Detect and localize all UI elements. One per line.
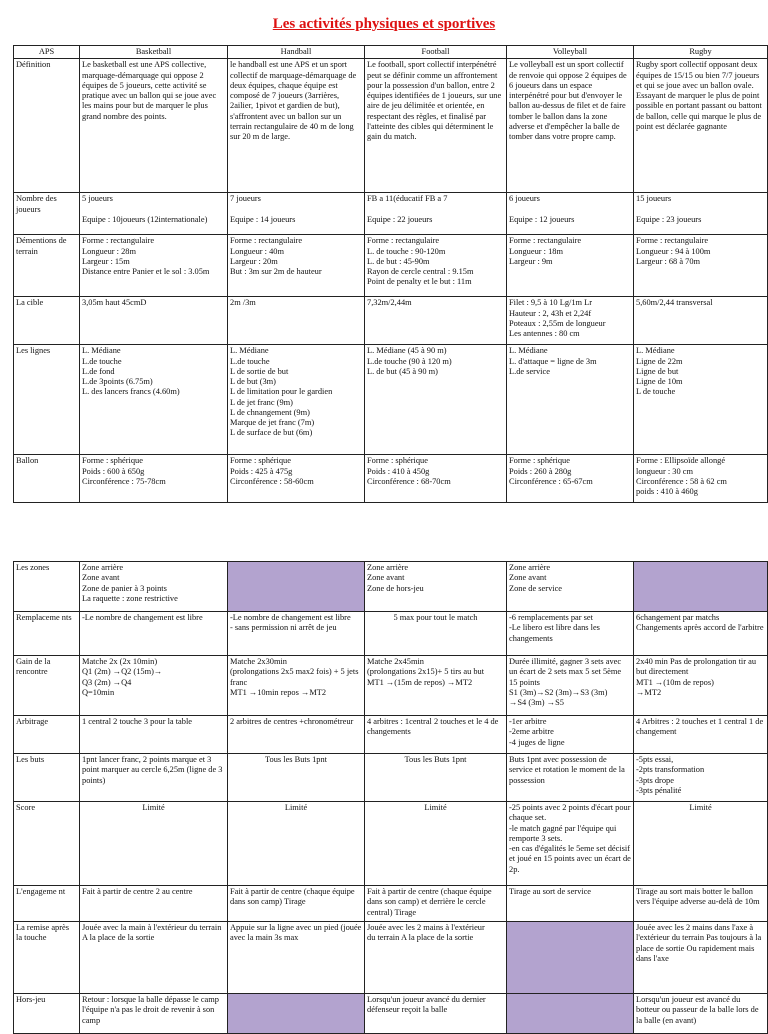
table-cell: Forme : sphérique Poids : 260 à 280g Circonférence : 65-67cm [507,455,634,503]
table-cell: Retour : lorsque la balle dépasse le camp l'équipe n'a pas le droit de revenir à son camp [80,994,228,1034]
table-header-row [14,46,768,59]
table-cell: 2 arbitres de centres +chronométreur [228,716,365,754]
row-label: L'engageme nt [14,886,80,922]
table-cell: L. Médiane L. d'attaque = ligne de 3m L.de service [507,345,634,455]
table-cell: Lorsqu'un joueur est avancé du botteur ou passeur de la balle lors de la balle (en avant) [634,994,768,1034]
row-label: Nombre des joueurs [14,193,80,235]
table-cell: -5pts essai, -2pts transformation -3pts drope -3pts pénalité [634,754,768,802]
table-row [14,455,768,503]
column-header: Football [365,46,507,59]
table-cell: -1er arbitre -2eme arbitre -4 juges de ligne [507,716,634,754]
table-cell: Tirage au sort de service [507,886,634,922]
table-cell: Matche 2x45min (prolongations 2x15)+ 5 tirs au but MT1 →(15m de repos) →MT2 [365,656,507,716]
row-label: La remise après la touche [14,922,80,994]
empty-shaded-cell [228,994,365,1034]
table-cell: L. Médiane Ligne de 22m Ligne de but Ligne de 10m L de touche [634,345,768,455]
table-cell: 2m /3m [228,297,365,345]
table-row [14,297,768,345]
table-cell: Zone arrière Zone avant Zone de hors-jeu [365,562,507,612]
table-cell: 4 Arbitres : 2 touches et 1 central 1 de changement [634,716,768,754]
table-cell: 5,60m/2,44 transversal [634,297,768,345]
table-cell: Jouée avec les 2 mains dans l'axe à l'extérieur du terrain Pas toujours à la place de sortie Ou rapidement mais dans l'axe [634,922,768,994]
table-cell: 7 joueurs Equipe : 14 joueurs [228,193,365,235]
row-label: Démentions de terrain [14,235,80,297]
table-cell: Tous les Buts 1pnt [228,754,365,802]
table-cell: Zone arrière Zone avant Zone de panier à 3 points La raquette : zone restrictive [80,562,228,612]
table-cell: Fait à partir de centre (chaque équipe dans son camp) Tirage [228,886,365,922]
table-row [14,562,768,612]
table-cell: Forme : rectangulaire Longueur : 28m Largeur : 15m Distance entre Panier et le sol : 3.05m [80,235,228,297]
table-cell: Forme : rectangulaire Longueur : 40m Largeur : 20m But : 3m sur 2m de hauteur [228,235,365,297]
table-row [14,754,768,802]
table-cell: 7,32m/2,44m [365,297,507,345]
table-cell: 3,05m haut 45cmD [80,297,228,345]
row-label: Score [14,802,80,886]
table-cell: Limité [365,802,507,886]
table-row [14,886,768,922]
table-cell: Forme : rectangulaire Longueur : 18m Largeur : 9m [507,235,634,297]
table-cell: Forme : sphérique Poids : 600 à 650g Circonférence : 75-78cm [80,455,228,503]
table-cell: Durée illimité, gagner 3 sets avec un écart de 2 sets max 5 set 5ème 15 points S1 (3m)→S2 (3m)→S3 (3m) →S4 (3m) →S5 [507,656,634,716]
table-cell: Matche 2x30min (prolongations 2x5 max2 fois) + 5 jets franc MT1 →10min repos →MT2 [228,656,365,716]
table-cell: 6changement par matchs Changements après accord de l'arbitre [634,612,768,656]
page-title: Les activités physiques et sportives [272,16,496,32]
table-cell: Buts 1pnt avec possession de service et rotation le moment de la possession [507,754,634,802]
table-cell: L. Médiane L.de touche L de sortie de but L de but (3m) L de limitation pour le gardien L de jet franc (9m) L de chnangement (9m) Marque de jet franc (7m) L de surface de but (6m) [228,345,365,455]
table-cell: 5 joueurs Equipe : 10joueurs (12internationale) [80,193,228,235]
table-row [14,612,768,656]
row-label: Les zones [14,562,80,612]
table-cell: Limité [634,802,768,886]
column-header: Basketball [80,46,228,59]
table-cell: 1 central 2 touche 3 pour la table [80,716,228,754]
row-label: Hors-jeu [14,994,80,1034]
table-cell: L. Médiane (45 à 90 m) L.de touche (90 à 120 m) L. de but (45 à 90 m) [365,345,507,455]
table-cell: L. Médiane L.de touche L.de fond L.de 3points (6.75m) L. des lancers francs (4.60m) [80,345,228,455]
row-label: Remplaceme nts [14,612,80,656]
table-cell: 6 joueurs Equipe : 12 joueurs [507,193,634,235]
table-cell: Forme : sphérique Poids : 425 à 475g Circonférence : 58-60cm [228,455,365,503]
table-cell: -Le nombre de changement est libre [80,612,228,656]
column-header: Handball [228,46,365,59]
table-cell: Forme : sphérique Poids : 410 à 450g Circonférence : 68-70cm [365,455,507,503]
empty-shaded-cell [507,922,634,994]
table-cell: Le basketball est une APS collective, marquage-démarquage qui oppose 2 équipes de 5 joueurs, cette activité se pratique avec un ballon qui se joue avec les mains pour but de marquer le plus grand nombre des points. [80,59,228,193]
column-header: Volleyball [507,46,634,59]
table-cell: -Le nombre de changement est libre - sans permission ni arrêt de jeu [228,612,365,656]
table-cell: 15 joueurs Equipe : 23 joueurs [634,193,768,235]
row-label: Ballon [14,455,80,503]
table-cell: Appuie sur la ligne avec un pied (jouée avec la main 3s max [228,922,365,994]
table-cell: Fait à partir de centre 2 au centre [80,886,228,922]
table-cell: FB a 11(éducatif FB a 7 Equipe : 22 joueurs [365,193,507,235]
table-cell: Jouée avec les 2 mains à l'extérieur du terrain A la place de la sortie [365,922,507,994]
table-cell: Tirage au sort mais botter le ballon vers l'équipe adverse au-delà de 10m [634,886,768,922]
table-cell: Le volleyball est un sport collectif de renvoie qui oppose 2 équipes de 6 joueurs dans un espace interpénétré pour but d'envoyer le ballon au-dessus de filet et de faire tomber le ballon dans la zone adverse et d'empêcher la balle de tomber dans votre propre camp. [507,59,634,193]
row-label: Les buts [14,754,80,802]
table-cell: Matche 2x (2x 10min) Q1 (2m) →Q2 (15m)→ Q3 (2m) →Q4 Q=10min [80,656,228,716]
table-row [14,994,768,1034]
table-cell: -6 remplacements par set -Le libero est libre dans les changements [507,612,634,656]
column-header: Rugby [634,46,768,59]
row-label: Définition [14,59,80,193]
aps-table-part-1 [13,45,768,503]
row-label: Les lignes [14,345,80,455]
table-cell: Forme : rectangulaire Longueur : 94 à 100m Largeur : 68 à 70m [634,235,768,297]
table-cell: Jouée avec la main à l'extérieur du terrain A la place de la sortie [80,922,228,994]
table-cell: Forme : rectangulaire L. de touche : 90-120m L. de but : 45-90m Rayon de cercle central : 9.15m Point de penalty et le but : 11m [365,235,507,297]
row-label: Arbitrage [14,716,80,754]
empty-shaded-cell [228,562,365,612]
column-header: APS [14,46,80,59]
table-cell: 2x40 min Pas de prolongation tir au but directement MT1 →(10m de repos) →MT2 [634,656,768,716]
table-cell: 5 max pour tout le match [365,612,507,656]
table-cell: Filet : 9,5 à 10 Lg/1m Lr Hauteur : 2, 43h et 2,24f Poteaux : 2,55m de longueur Les antennes : 80 cm [507,297,634,345]
table-cell: Tous les Buts 1pnt [365,754,507,802]
table-cell: Limité [80,802,228,886]
table-cell: -25 points avec 2 points d'écart pour chaque set. -le match gagné par l'équipe qui remporte 3 sets. -en cas d'égalités le 5eme set décisif et joué en 15 points avec un écart de 2p. [507,802,634,886]
empty-shaded-cell [507,994,634,1034]
table-row [14,922,768,994]
table-cell: 1pnt lancer franc, 2 points marque et 3 point marquer au cercle 6,25m (ligne de 3 points) [80,754,228,802]
table-cell: Limité [228,802,365,886]
table-cell: Forme : Ellipsoïde allongé longueur : 30 cm Circonférence : 58 à 62 cm poids : 410 à 460g [634,455,768,503]
table-cell: 4 arbitres : 1central 2 touches et le 4 de changements [365,716,507,754]
table-row [14,193,768,235]
table-cell: Lorsqu'un joueur avancé du dernier défenseur reçoit la balle [365,994,507,1034]
row-label: Gain de la rencontre [14,656,80,716]
aps-table-part-2 [13,561,768,1034]
table-row [14,59,768,193]
table-row [14,802,768,886]
table-row [14,235,768,297]
table-cell: Rugby sport collectif opposant deux équipes de 15/15 ou bien 7/7 joueurs et qui se joue avec un ballon ovale. Essayant de marquer le plus de point possible en portant passant ou battont de ballon, celle qui marque le plus de point est déclarée gagnante [634,59,768,193]
table-row [14,345,768,455]
row-label: La cible [14,297,80,345]
table-cell: Fait à partir de centre (chaque équipe dans son camp) et derrière le cercle central) Tirage [365,886,507,922]
table-cell: Zone arrière Zone avant Zone de service [507,562,634,612]
table-cell: Le football, sport collectif interpénétré peut se définir comme un affrontement pour la possession d'un ballon, entre 2 équipes identifiées de 1 joueurs, sur une aire de jeu délimitée et orientée, en respectant des règles, et finalisé par l'atteinte des cibles qui déterminent le gain du match. [365,59,507,193]
table-cell: le handball est une APS et un sport collectif de marquage-démarquage de deux équipes, chaque équipe est composé de 7 joueurs (3arrières, 2ailier, 1pivot et gardien de but), s'affrontent avec un ballon sur un terrain rectangulaire de 40 m de long sur 20 m de large. [228,59,365,193]
table-row [14,656,768,716]
empty-shaded-cell [634,562,768,612]
table-row [14,716,768,754]
